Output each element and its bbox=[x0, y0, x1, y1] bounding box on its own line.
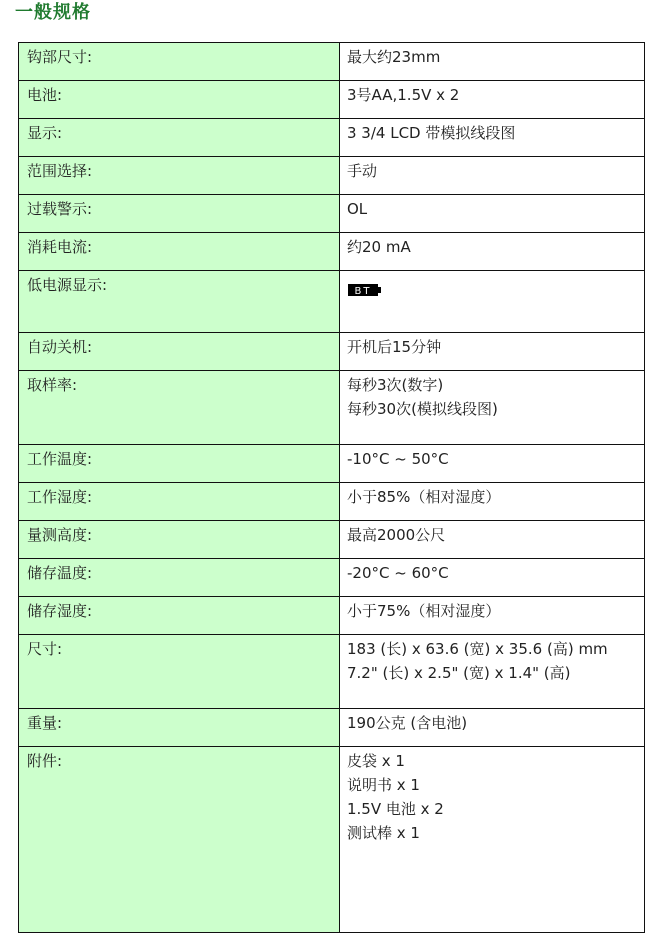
battery-low-icon bbox=[347, 283, 383, 297]
spec-value bbox=[340, 559, 645, 597]
spec-label: 消耗电流: bbox=[19, 233, 340, 271]
spec-value-line: 开机后15分钟 bbox=[347, 338, 442, 356]
spec-value-line: 说明书 x 1 bbox=[347, 776, 420, 794]
spec-value bbox=[340, 157, 645, 195]
table-row bbox=[19, 635, 645, 709]
spec-label: 低电源显示: bbox=[19, 271, 340, 333]
table-row bbox=[19, 559, 645, 597]
spec-label: 取样率: bbox=[19, 371, 340, 445]
spec-value bbox=[340, 709, 645, 747]
table-row bbox=[19, 195, 645, 233]
spec-value-line: 190公克 (含电池) bbox=[347, 714, 468, 732]
spec-value bbox=[340, 333, 645, 371]
table-row bbox=[19, 747, 645, 933]
spec-value-line: -10°C ~ 50°C bbox=[347, 450, 449, 468]
spec-value bbox=[340, 233, 645, 271]
spec-value bbox=[340, 371, 645, 445]
spec-label: 尺寸: bbox=[19, 635, 340, 709]
spec-value-line: 最高2000公尺 bbox=[347, 526, 446, 544]
spec-value-line: 每秒30次(模拟线段图) bbox=[347, 400, 498, 418]
table-row bbox=[19, 81, 645, 119]
spec-value-line: 小于85%（相对湿度） bbox=[347, 488, 501, 506]
spec-value bbox=[340, 445, 645, 483]
spec-value bbox=[340, 81, 645, 119]
spec-value bbox=[340, 521, 645, 559]
spec-label: 自动关机: bbox=[19, 333, 340, 371]
spec-value-line: -20°C ~ 60°C bbox=[347, 564, 449, 582]
spec-value-line: 3号AA,1.5V x 2 bbox=[347, 86, 460, 104]
table-row bbox=[19, 483, 645, 521]
spec-value bbox=[340, 271, 645, 333]
spec-label: 范围选择: bbox=[19, 157, 340, 195]
spec-value bbox=[340, 597, 645, 635]
spec-label: 储存湿度: bbox=[19, 597, 340, 635]
table-row bbox=[19, 445, 645, 483]
spec-label: 钩部尺寸: bbox=[19, 43, 340, 81]
spec-label: 重量: bbox=[19, 709, 340, 747]
spec-value-line: 约20 mA bbox=[347, 238, 411, 256]
spec-value bbox=[340, 747, 645, 933]
table-row bbox=[19, 521, 645, 559]
spec-value-line: 1.5V 电池 x 2 bbox=[347, 800, 444, 818]
spec-value-line: 3 3/4 LCD 带模拟线段图 bbox=[347, 124, 516, 142]
spec-value-line: 每秒3次(数字) bbox=[347, 376, 444, 394]
page-title: 一般规格 bbox=[15, 2, 91, 23]
table-row bbox=[19, 371, 645, 445]
spec-value-line: 手动 bbox=[347, 162, 378, 180]
table-row bbox=[19, 333, 645, 371]
battery-icon-text: BT bbox=[354, 285, 372, 297]
spec-label: 附件: bbox=[19, 747, 340, 933]
table-row bbox=[19, 119, 645, 157]
spec-value bbox=[340, 483, 645, 521]
spec-label: 电池: bbox=[19, 81, 340, 119]
spec-value-line: 最大约23mm bbox=[347, 48, 441, 66]
spec-value bbox=[340, 195, 645, 233]
spec-label: 过载警示: bbox=[19, 195, 340, 233]
spec-label: 显示: bbox=[19, 119, 340, 157]
spec-label: 工作温度: bbox=[19, 445, 340, 483]
spec-value-line: 7.2" (长) x 2.5" (宽) x 1.4" (高) bbox=[347, 664, 571, 682]
spec-label: 储存温度: bbox=[19, 559, 340, 597]
table-row bbox=[19, 271, 645, 333]
spec-value-line: 皮袋 x 1 bbox=[347, 752, 405, 770]
spec-value-line: 小于75%（相对湿度） bbox=[347, 602, 501, 620]
spec-value-line: 183 (长) x 63.6 (宽) x 35.6 (高) mm bbox=[347, 640, 608, 658]
table-row bbox=[19, 233, 645, 271]
spec-value-line: 测试棒 x 1 bbox=[347, 824, 420, 842]
table-row bbox=[19, 709, 645, 747]
spec-label: 工作湿度: bbox=[19, 483, 340, 521]
table-row bbox=[19, 597, 645, 635]
spec-value bbox=[340, 119, 645, 157]
spec-value bbox=[340, 635, 645, 709]
spec-value bbox=[340, 43, 645, 81]
spec-value-line: OL bbox=[347, 200, 368, 218]
table-row bbox=[19, 157, 645, 195]
table-row bbox=[19, 43, 645, 81]
spec-label: 量测高度: bbox=[19, 521, 340, 559]
spec-table bbox=[18, 42, 645, 933]
